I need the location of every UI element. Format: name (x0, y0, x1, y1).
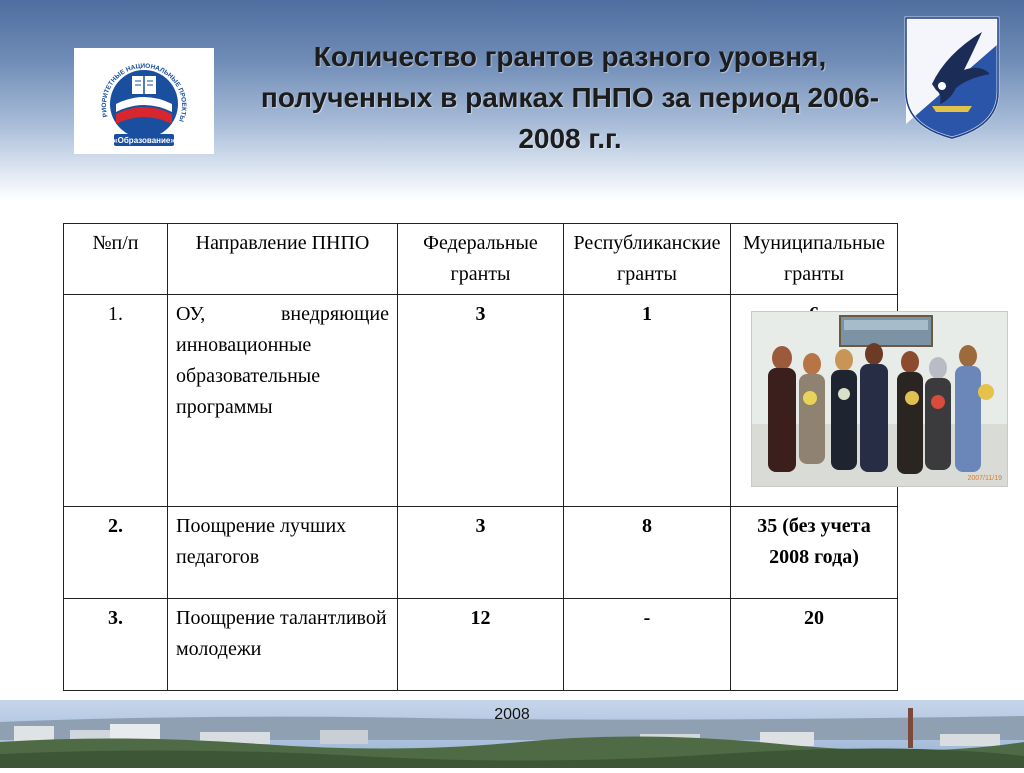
pnpo-logo (74, 48, 214, 154)
logo-banner-text: «Образование» (113, 136, 175, 145)
row-direction: Поощрение талантливой молодежи (168, 599, 398, 691)
row-municipal: 35 (без учета 2008 года) (731, 507, 898, 599)
logo-ring-text: РИОРИТЕТНЫЕ НАЦИОНАЛЬНЫЕ ПРОЕКТЫ (100, 62, 188, 123)
header-cell-municipal: Муниципальные гранты (731, 224, 898, 295)
row-direction: Поощрение лучших педагогов (168, 507, 398, 599)
row-republic: - (564, 599, 731, 691)
photo-date-stamp: 2007/11/19 (967, 475, 1002, 482)
footer-year: 2008 (494, 706, 530, 723)
header-cell-direction: Направление ПНПО (168, 224, 398, 295)
header-cell-num: №п/п (64, 224, 168, 295)
row-municipal: 20 (731, 599, 898, 691)
row-federal: 3 (398, 295, 564, 507)
table-header-row (64, 224, 898, 295)
table-row (64, 507, 898, 599)
row-number: 2. (64, 507, 168, 599)
slide-title: Количество грантов разного уровня, полученных в рамках ПНПО за период 2006-2008 г.г. (260, 41, 880, 154)
row-direction: ОУ, внедряющие инновационные образовательные программы (168, 295, 398, 507)
row-federal: 3 (398, 507, 564, 599)
header-cell-federal: Федеральные гранты (398, 224, 564, 295)
row-number: 1. (64, 295, 168, 507)
row-number: 3. (64, 599, 168, 691)
header-cell-republic: Республиканские гранты (564, 224, 731, 295)
row-republic: 1 (564, 295, 731, 507)
row-republic: 8 (564, 507, 731, 599)
coat-of-arms-icon (902, 14, 1002, 142)
table-row (64, 599, 898, 691)
group-photo (751, 311, 1008, 487)
row-federal: 12 (398, 599, 564, 691)
